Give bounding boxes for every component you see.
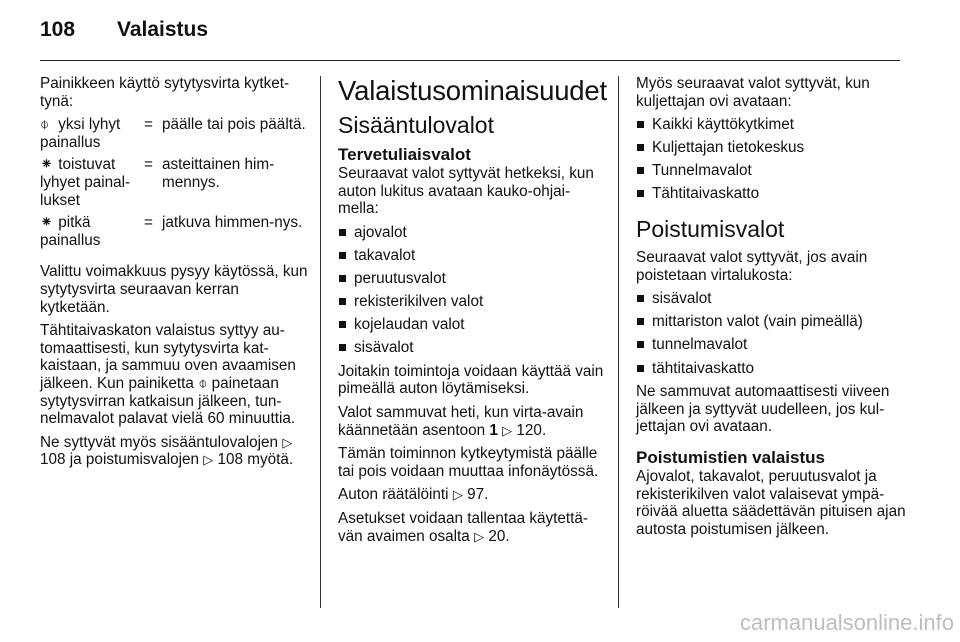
list-item: kojelaudan valot bbox=[338, 316, 606, 334]
subsection-heading: Sisääntulovalot bbox=[338, 112, 494, 138]
bullet-list bbox=[636, 116, 908, 203]
list-item: peruutusvalot bbox=[338, 270, 606, 288]
section-heading: Valaistusominaisuudet bbox=[338, 75, 607, 106]
power-icon: ⌽ bbox=[198, 374, 208, 392]
table-row bbox=[40, 156, 308, 209]
intro-text: Painikkeen käyttö sytytysvirta kytket-tynä: bbox=[40, 75, 290, 110]
dimmer-icon: ⁕ bbox=[40, 214, 53, 232]
paragraph: Asetukset voidaan tallentaa käytettä-vän avaimen osalta ▷ 20. bbox=[338, 510, 589, 545]
column-divider-1 bbox=[320, 76, 321, 608]
bullet-list bbox=[338, 224, 606, 357]
paragraph: Ne sammuvat automaattisesti viiveen jälkeen ja syttyvät uudelleen, jos kul-jettajan ovi avataan. bbox=[636, 383, 890, 436]
table-label: yksi lyhyt painallus bbox=[40, 116, 121, 151]
list-item: tunnelmavalot bbox=[636, 336, 908, 354]
table-value: asteittainen him-mennys. bbox=[162, 156, 275, 191]
reference-arrow-icon: ▷ bbox=[452, 487, 463, 503]
page-title: Valaistus bbox=[117, 18, 209, 41]
dimmer-icon: ⁕ bbox=[40, 156, 53, 174]
table-eq: = bbox=[144, 156, 153, 174]
paragraph: Ajovalot, takavalot, peruutusvalot ja rekisterikilven valot valaisevat ympä-röivää aluetta säädettävän pituisen ajan autosta poistumisen jälkeen. bbox=[636, 467, 906, 538]
paragraph: Tämän toiminnon kytkeytymistä päälle tai pois voidaan muuttaa infonäytössä. bbox=[338, 445, 599, 480]
table-eq: = bbox=[144, 214, 153, 232]
table-row bbox=[40, 116, 308, 151]
paragraph: Tähtitaivaskaton valaistus syttyy au-tomaattisesti, kun sytytysvirta kat-kaistaan, ja sammuu oven avaamisen jälkeen. Kun painiketta ⌽ painetaan sytytysvirran katkaisun jälkeen, tun-nelmavalot palavat vielä 60 minuuttia. bbox=[40, 322, 296, 428]
list-item: Tähtitaivaskatto bbox=[636, 185, 908, 203]
paragraph: Ne syttyvät myös sisääntulovalojen ▷ 108 ja poistumisvalojen ▷ 108 myötä. bbox=[40, 433, 294, 469]
power-icon: ⌽ bbox=[40, 116, 50, 134]
paragraph: Valot sammuvat heti, kun virta-avain käännetään asentoon 1 ▷ 120. bbox=[338, 404, 584, 439]
table-row bbox=[40, 214, 308, 249]
list-item: Kaikki käyttökytkimet bbox=[636, 116, 908, 134]
list-item: sisävalot bbox=[636, 290, 908, 308]
table-label: toistuvat lyhyet painal-lukset bbox=[40, 156, 131, 209]
header-rule bbox=[40, 60, 900, 61]
paragraph: Seuraavat valot syttyvät, jos avain poistetaan virtalukosta: bbox=[636, 249, 868, 284]
column-2 bbox=[338, 75, 606, 551]
minor-heading: Tervetuliaisvalot bbox=[338, 145, 471, 164]
paragraph: Auton räätälöinti ▷ 97. bbox=[338, 486, 489, 504]
list-item: ajovalot bbox=[338, 224, 606, 242]
list-item: rekisterikilven valot bbox=[338, 293, 606, 311]
paragraph: Seuraavat valot syttyvät hetkeksi, kun auton lukitus avataan kauko-ohjai-mella: bbox=[338, 165, 594, 218]
button-table bbox=[40, 116, 308, 249]
page-number: 108 bbox=[40, 18, 76, 41]
list-item: sisävalot bbox=[338, 339, 606, 357]
minor-heading: Poistumistien valaistus bbox=[636, 447, 825, 467]
list-item: Kuljettajan tietokeskus bbox=[636, 139, 908, 157]
paragraph: Valittu voimakkuus pysyy käytössä, kun sytytysvirta seuraavan kerran kytketään. bbox=[40, 263, 308, 316]
column-3 bbox=[636, 75, 908, 544]
column-divider-2 bbox=[618, 76, 619, 608]
reference-arrow-icon: ▷ bbox=[203, 452, 214, 468]
column-1 bbox=[40, 75, 308, 475]
list-item: takavalot bbox=[338, 247, 606, 265]
table-value: päälle tai pois päältä. bbox=[162, 116, 306, 134]
table-label: pitkä painallus bbox=[40, 214, 101, 249]
bullet-list bbox=[636, 290, 908, 377]
list-item: mittariston valot (vain pimeällä) bbox=[636, 313, 908, 331]
table-eq: = bbox=[144, 116, 153, 134]
subsection-heading: Poistumisvalot bbox=[636, 216, 785, 243]
list-item: Tunnelmavalot bbox=[636, 162, 908, 180]
list-item: tähtitaivaskatto bbox=[636, 360, 908, 378]
paragraph: Joitakin toimintoja voidaan käyttää vain pimeällä auton löytämiseksi. bbox=[338, 362, 604, 398]
paragraph: Myös seuraavat valot syttyvät, kun kuljettajan ovi avataan: bbox=[636, 75, 870, 110]
reference-arrow-icon: ▷ bbox=[282, 434, 293, 450]
table-value: jatkuva himmen-nys. bbox=[162, 214, 303, 232]
reference-arrow-icon: ▷ bbox=[474, 528, 485, 544]
watermark: carmanualsonline.info bbox=[739, 610, 954, 635]
reference-arrow-icon: ▷ bbox=[502, 422, 513, 438]
